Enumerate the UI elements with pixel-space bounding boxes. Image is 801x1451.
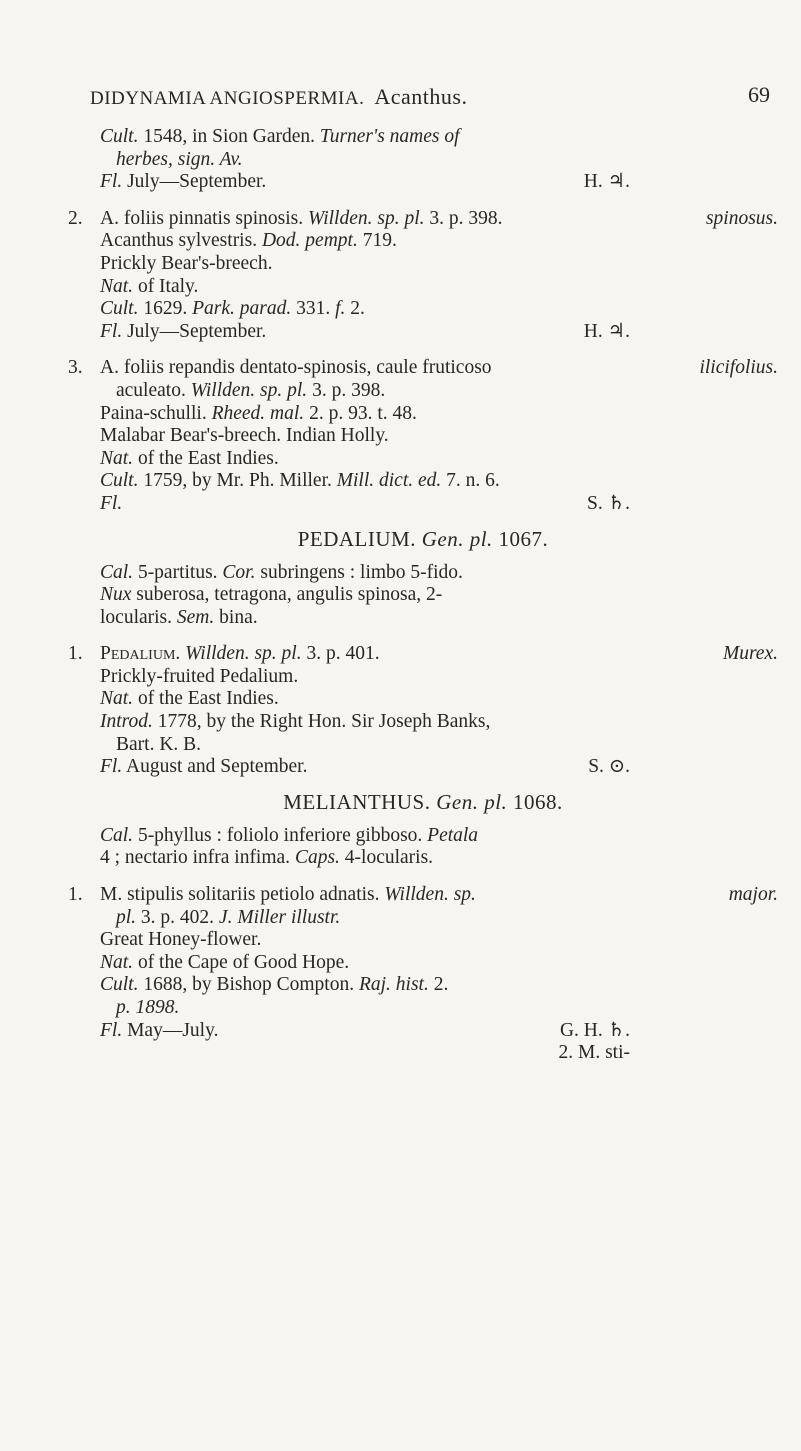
text-line: 2. A. foliis pinnatis spinosis. Willden. sp. pl. 3. p. 398. spinosus. [68, 207, 778, 229]
text-line: Fl. S. ♄. [100, 492, 630, 514]
species-name: spinosus. [705, 207, 778, 229]
species-entry-ilicifolius [68, 357, 778, 515]
text-line: Nux suberosa, tetragona, angulis spinosa, 2- [100, 584, 443, 606]
page-number: 69 [748, 82, 770, 107]
entry-continuation [68, 126, 778, 194]
running-genus: Acanthus. [374, 84, 468, 109]
page-body [68, 126, 778, 1065]
text-line: Prickly-fruited Pedalium. [100, 665, 299, 687]
text-line: Great Honey-flower. [100, 929, 262, 951]
running-title: DIDYNAMIA ANGIOSPERMIA. Acanthus. [90, 84, 468, 109]
species-entry-major [68, 884, 778, 1065]
text-line: Fl. July—September. H. ♃. [100, 320, 630, 342]
text-line: Cult. 1548, in Sion Garden. Turner's names of [100, 126, 460, 147]
running-header [90, 78, 770, 114]
text-line: p. 1898. [116, 997, 180, 1018]
text-line: Fl. August and September. S. ⊙. [100, 756, 630, 778]
text-line: 4 ; nectario infra infima. Caps. 4-locularis. [100, 847, 434, 869]
catchword-line [68, 1042, 778, 1065]
genus-character-pedalium [68, 562, 778, 630]
text-line: locularis. Sem. bina. [100, 606, 258, 628]
text-line: Cult. 1629. Park. parad. 331. f. 2. [100, 298, 365, 320]
text-line: aculeato. Willden. sp. pl. 3. p. 398. [116, 379, 386, 401]
text-line: Introd. 1778, by the Right Hon. Sir Joseph Banks, [100, 711, 491, 733]
text-line: Nat. of the East Indies. [100, 447, 279, 469]
species-entry-murex [68, 643, 778, 779]
text-line: 1. M. stipulis solitariis petiolo adnatis. Willden. sp. major. [68, 884, 778, 906]
text-line: Fl. May—July. G. H. ♄. [100, 1019, 630, 1041]
text-line: Cult. 1688, by Bishop Compton. Raj. hist. 2. [100, 974, 449, 996]
text-line: Cal. 5-phyllus : foliolo inferiore gibboso. Petala [100, 824, 479, 846]
text-line: Malabar Bear's-breech. Indian Holly. [100, 425, 389, 447]
text-line: Prickly Bear's-breech. [100, 252, 273, 274]
genus-heading-melianthus: MELIANTHUS. Gen. pl. 1068. [283, 789, 563, 814]
text-line: pl. 3. p. 402. J. Miller illustr. [116, 906, 341, 928]
genus-character-melianthus [68, 825, 778, 870]
text-line: 1. Pedalium. Willden. sp. pl. 3. p. 401. Murex. [68, 643, 778, 665]
genus-heading-pedalium: PEDALIUM. Gen. pl. 1067. [297, 526, 549, 551]
species-entry-spinosus [68, 208, 778, 344]
text-line: Cult. 1759, by Mr. Ph. Miller. Mill. dict. ed. 7. n. 6. [100, 470, 500, 492]
species-name: Murex. [722, 643, 778, 665]
text-line: Fl. July—September. H. ♃. [100, 171, 630, 193]
text-line: Nat. of Italy. [100, 275, 199, 297]
text-line: Cal. 5-partitus. Cor. subringens : limbo 5-fido. [100, 561, 463, 583]
text-line: Nat. of the Cape of Good Hope. [100, 951, 350, 973]
catchword: 2. M. sti- [558, 1042, 630, 1064]
species-name: ilicifolius. [699, 357, 778, 379]
text-line: herbes, sign. Av. [116, 148, 243, 170]
text-line: Nat. of the East Indies. [100, 688, 279, 710]
text-line: 3. A. foliis repandis dentato-spinosis, caule fruticoso ilicifolius. [68, 357, 778, 379]
text-line: Acanthus sylvestris. Dod. pempt. 719. [100, 230, 397, 252]
species-name: major. [728, 884, 778, 906]
text-line: Bart. K. B. [116, 733, 202, 755]
text-line: Paina-schulli. Rheed. mal. 2. p. 93. t. 48. [100, 402, 417, 424]
